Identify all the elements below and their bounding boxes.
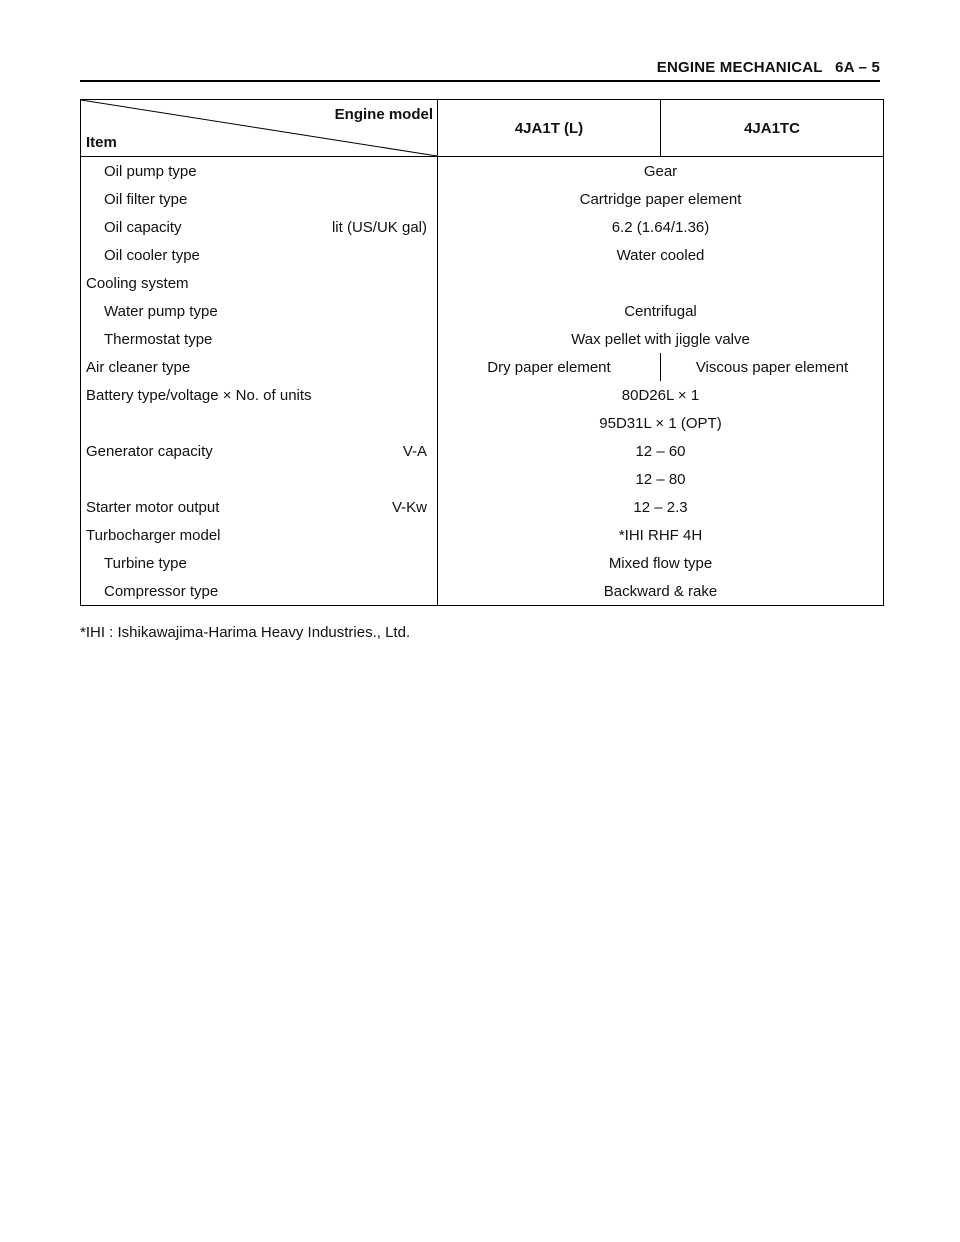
value-cell-4ja1tc: Viscous paper element	[661, 353, 884, 381]
value-cell: Cartridge paper element	[579, 190, 742, 208]
item-name: Battery type/voltage × No. of units	[86, 386, 312, 404]
item-unit: lit (US/UK gal)	[331, 218, 427, 236]
item-cell	[81, 185, 438, 213]
item-cell	[81, 241, 438, 269]
item-label: Item	[86, 134, 117, 151]
item-cell	[81, 521, 438, 549]
item-cell	[81, 549, 438, 577]
value-cell: Gear	[643, 162, 678, 180]
table-row	[81, 493, 884, 521]
value-cell: *IHI RHF 4H	[618, 526, 703, 544]
footnote: *IHI : Ishikawajima-Harima Heavy Industries., Ltd.	[80, 624, 411, 641]
item-cell	[81, 381, 438, 409]
table-row	[81, 157, 884, 186]
model-header-2: 4JA1TC	[661, 100, 884, 157]
item-unit: V-A	[402, 442, 427, 460]
table-row	[81, 381, 884, 409]
item-cell	[81, 493, 438, 521]
item-name: Turbine type	[104, 554, 187, 572]
value-cell: 95D31L × 1 (OPT)	[599, 414, 722, 432]
item-name: Generator capacity	[86, 442, 213, 460]
table-row	[81, 577, 884, 606]
item-name: Oil pump type	[104, 162, 197, 180]
item-name: Thermostat type	[104, 330, 213, 348]
item-name: Turbocharger model	[86, 526, 221, 544]
value-cell: Wax pellet with jiggle valve	[571, 330, 750, 348]
table-row	[81, 269, 884, 297]
item-name: Starter motor output	[86, 498, 220, 516]
value-cell	[438, 269, 884, 297]
table-row	[81, 353, 884, 381]
page-header	[80, 58, 880, 82]
corner-header-cell	[81, 100, 438, 157]
item-cell	[81, 297, 438, 325]
item-cell	[81, 409, 438, 437]
spec-table	[80, 99, 884, 606]
model-header-1: 4JA1T (L)	[438, 100, 661, 157]
value-cell: Water cooled	[616, 246, 705, 264]
table-row	[81, 549, 884, 577]
value-cell: 80D26L × 1	[621, 386, 700, 404]
table-row	[81, 465, 884, 493]
value-cell: Mixed flow type	[608, 554, 713, 572]
table-row	[81, 185, 884, 213]
item-cell	[81, 577, 438, 606]
item-name: Oil cooler type	[104, 246, 200, 264]
item-cell	[81, 465, 438, 493]
item-name: Compressor type	[104, 582, 219, 600]
item-cell	[81, 269, 438, 297]
value-cell: 6.2 (1.64/1.36)	[611, 218, 710, 236]
item-name: Oil filter type	[104, 190, 188, 208]
page-number: 6A – 5	[835, 59, 880, 76]
value-cell: Backward & rake	[603, 582, 718, 600]
table-header-row	[81, 100, 884, 157]
item-cell	[81, 437, 438, 465]
item-cell	[81, 353, 438, 381]
item-cell	[81, 213, 438, 241]
item-unit: V-Kw	[391, 498, 427, 516]
item-name: Cooling system	[86, 274, 189, 292]
value-cell: 12 – 2.3	[633, 498, 688, 516]
table-row	[81, 213, 884, 241]
table-row	[81, 297, 884, 325]
value-cell: 12 – 80	[635, 470, 686, 488]
table-row	[81, 409, 884, 437]
item-name: Oil capacity	[104, 218, 182, 236]
value-cell: 12 – 60	[635, 442, 686, 460]
section-title: ENGINE MECHANICAL	[656, 59, 823, 76]
value-cell-4ja1t: Dry paper element	[487, 358, 611, 376]
table-row	[81, 241, 884, 269]
item-name: Air cleaner type	[86, 358, 191, 376]
item-cell	[81, 325, 438, 353]
value-cell: Centrifugal	[624, 302, 697, 320]
item-name: Water pump type	[104, 302, 218, 320]
table-row	[81, 437, 884, 465]
engine-model-label: Engine model	[334, 106, 433, 123]
table-row	[81, 325, 884, 353]
table-row	[81, 521, 884, 549]
item-cell	[81, 157, 438, 186]
